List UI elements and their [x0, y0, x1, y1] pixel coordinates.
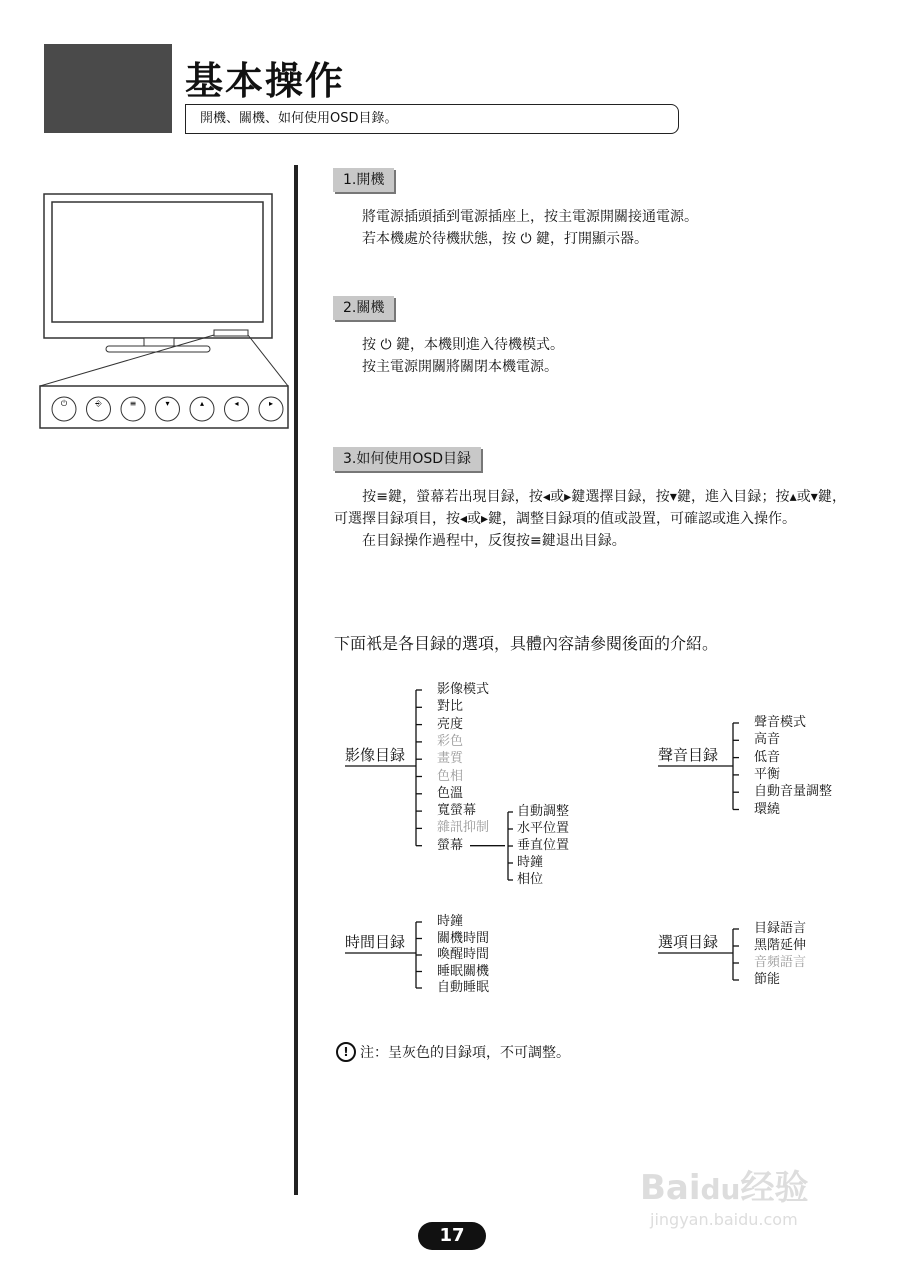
power-button	[52, 397, 76, 421]
time-menu-item: 時鐘	[437, 914, 464, 929]
picture-menu-item: 畫質	[437, 751, 464, 767]
text-line: 按 ⏻ 鍵，本機則進入待機模式。	[362, 337, 564, 353]
sound-menu-item: 高音	[754, 732, 781, 748]
note-text: 注：呈灰色的目録項，不可調整。	[360, 1045, 570, 1061]
text-line: 將電源插頭插到電源插座上，按主電源開關接通電源。	[362, 209, 698, 225]
left-arrow-button	[225, 397, 249, 421]
picture-menu-item: 亮度	[437, 716, 464, 732]
picture-menu-item: 寬螢幕	[437, 803, 477, 819]
sound-menu-item: 環繞	[754, 801, 781, 817]
text-line: 在目録操作過程中，反復按≡鍵退出目録。	[334, 533, 626, 549]
option-menu-item: 黑階延伸	[754, 938, 807, 953]
down-arrow-icon: ▾	[165, 399, 170, 408]
time-menu-root: 時間目録	[345, 933, 406, 951]
time-menu-item: 關機時間	[437, 930, 490, 946]
picture-menu-item: 色溫	[437, 785, 464, 801]
option-menu-item: 音頻語言	[754, 955, 807, 970]
page-subtitle: 開機、關機、如何使用OSD目錄。	[185, 104, 679, 134]
input-source-icon: ⎆	[95, 399, 102, 408]
power-icon: ⏻	[60, 399, 68, 408]
picture-menu-item: 影像模式	[437, 682, 490, 697]
picture-screen-subitem: 自動調整	[517, 804, 570, 819]
page-title: 基本操作	[185, 59, 346, 103]
picture-menu-item: 雜訊抑制	[437, 820, 490, 836]
menu-icon: ≡	[129, 399, 137, 408]
text-line: 按主電源開關將關閉本機電源。	[362, 359, 558, 375]
text-line: 按≡鍵，螢幕若出現目録，按◂或▸鍵選擇目録，按▾鍵，進入目録；按▴或▾鍵，可選擇目録項目，按◂或▸鍵，調整目録項的值或設置，可確認或進入操作。	[334, 489, 846, 527]
right-arrow-icon: ▸	[268, 399, 274, 408]
up-arrow-icon: ▴	[199, 399, 205, 408]
section-power-on-text	[362, 206, 842, 250]
time-menu-item: 喚醒時間	[437, 947, 490, 962]
sound-menu-root: 聲音目録	[658, 746, 719, 764]
picture-screen-subitem: 水平位置	[517, 821, 570, 836]
watermark-logo: Baidu经验	[640, 1168, 809, 1208]
picture-menu-root: 影像目録	[345, 746, 406, 764]
menu-intro: 下面衹是各目録的選項，具體內容請參閱後面的介紹。	[334, 634, 719, 653]
section-power-on-label: 1.開機	[333, 168, 394, 192]
page-number: 17	[418, 1222, 486, 1250]
section-power-off-text	[362, 334, 842, 378]
picture-screen-subitem: 垂直位置	[517, 838, 570, 853]
sound-menu-item: 平衡	[754, 766, 781, 782]
header-block	[44, 44, 172, 133]
menu-button	[121, 397, 145, 421]
tv-illustration	[30, 180, 295, 435]
section-osd-label: 3.如何使用OSD目録	[333, 447, 481, 471]
watermark-url: jingyan.baidu.com	[650, 1210, 798, 1229]
option-menu-item: 目録語言	[754, 921, 807, 936]
up-arrow-button	[190, 397, 214, 421]
option-menu-item: 節能	[754, 972, 781, 987]
picture-screen-subitem: 時鐘	[517, 855, 544, 870]
time-menu-item: 睡眠關機	[437, 963, 490, 979]
picture-menu-item: 彩色	[437, 733, 464, 749]
picture-menu-item: 螢幕	[437, 837, 464, 853]
section-power-off-label: 2.關機	[333, 296, 394, 320]
option-menu-root: 選項目録	[658, 933, 719, 951]
picture-menu-item: 對比	[437, 699, 464, 715]
sound-menu-item: 自動音量調整	[754, 784, 833, 800]
left-arrow-icon: ◂	[234, 399, 239, 408]
picture-screen-subitem: 相位	[517, 872, 544, 887]
picture-menu-item: 色相	[437, 768, 464, 784]
right-arrow-button	[259, 397, 283, 421]
sound-menu-item: 低音	[754, 749, 781, 765]
input-source-button	[87, 397, 111, 421]
divider-line	[294, 165, 298, 1195]
down-arrow-button	[156, 397, 180, 421]
text-line: 若本機處於待機狀態，按 ⏻ 鍵，打開顯示器。	[362, 231, 648, 247]
sound-menu-item: 聲音模式	[754, 715, 807, 730]
section-osd-text	[334, 486, 846, 552]
note	[336, 1042, 570, 1062]
exclamation-icon: !	[336, 1042, 356, 1062]
time-menu-item: 自動睡眠	[437, 980, 490, 995]
